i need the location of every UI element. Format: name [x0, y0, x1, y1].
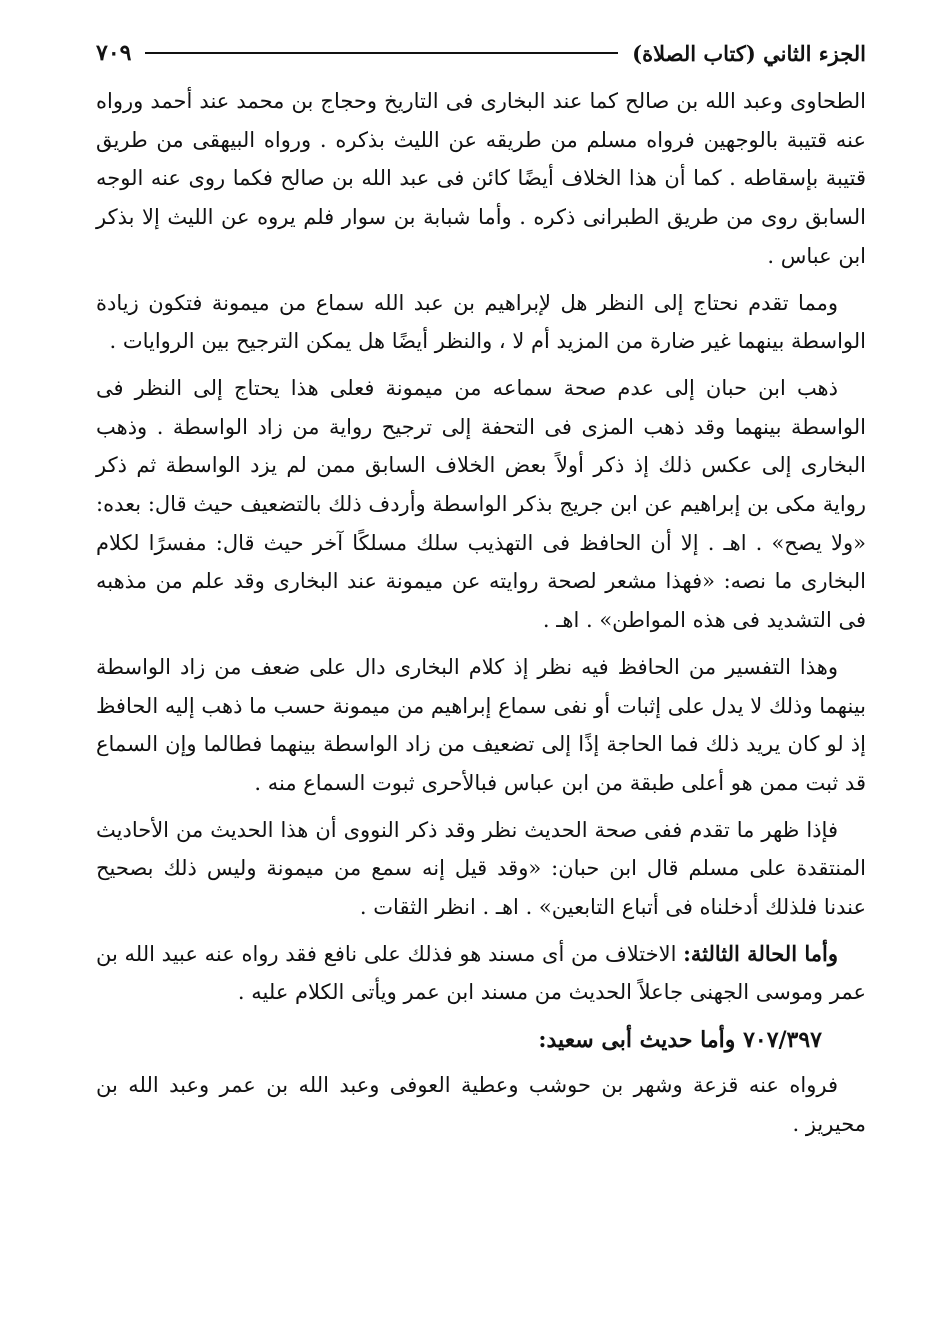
header-rule [145, 52, 618, 54]
paragraph-text: وهذا التفسير من الحافظ فيه نظر إذ كلام البخارى دال على ضعف من زاد الواسطة بينهما وذلك لا يدل على إثبات أو نفى سماع إبراهيم من ميمونة حسب ما ذهب إليه الحافظ إذ لو كان يريد ذلك فما الحاجة إذًا إلى تضعيف من زاد الواسطة بينهما فطالما وإن السماع قد ثبت ممن هو أعلى طبقة من ابن عباس فبالأحرى ثبوت السماع منه . [96, 654, 866, 795]
paragraph-2 [96, 284, 866, 361]
book-page [96, 30, 866, 1320]
paragraph-1 [96, 82, 866, 276]
page-number: ٧٠٩ [96, 40, 132, 66]
paragraph-text: فإذا ظهر ما تقدم ففى صحة الحديث نظر وقد ذكر النووى أن هذا الحديث من الأحاديث المنتقدة على مسلم قال ابن حبان: «وقد قيل إنه سمع من ميمونة وليس ذلك بصحيح عندنا فلذلك أدخلناه فى أتباع التابعين» . اهـ . انظر الثقات . [96, 817, 866, 920]
paragraph-5 [96, 811, 866, 927]
paragraph-text: ذهب ابن حبان إلى عدم صحة سماعه من ميمونة فعلى هذا يحتاج إلى النظر فى الواسطة بينهما وقد ذهب المزى فى التحفة إلى ترجيح رواية من زاد الواسطة . وذهب البخارى إلى عكس ذلك إذ ذكر أولاً بعض الخلاف السابق ممن لم يزد الواسطة ثم ذكر رواية مكى بن إبراهيم عن ابن جريج بذكر الواسطة وأردف ذلك بالتضعيف حيث قال: بعده: «ولا يصح» . اهـ . إلا أن الحافظ فى التهذيب سلك مسلكًا آخر حيث قال: مفسرًا لكلام البخارى ما نصه: «فهذا مشعر لصحة روايته عن ميمونة عند البخارى وقد علم من مذهبه فى التشديد فى هذه المواطن» . اهـ . [96, 375, 866, 633]
paragraph-3 [96, 369, 866, 640]
paragraph-text: ومما تقدم نحتاج إلى النظر هل لإبراهيم بن عبد الله سماع من ميمونة فتكون زيادة الواسطة بينهما غير ضارة من المزيد أم لا ، والنظر أيضًا هل يمكن الترجيح بين الروايات . [96, 290, 866, 354]
running-header [96, 30, 866, 76]
paragraph-text: الطحاوى وعبد الله بن صالح كما عند البخارى فى التاريخ وحجاج بن محمد عند أحمد ورواه عنه قتيبة بالوجهين فرواه مسلم من طريقه عن الليث بذكره . ورواه البيهقى من طريق قتيبة بإسقاطه . كما أن هذا الخلاف أيضًا كائن فى عبد الله بن صالح فكما روى عنه الوجه السابق روى من طريق الطبرانى ذكره . وأما شبابة بن سوار فلم يروه عن الليث إلا بذكر ابن عباس . [96, 89, 866, 268]
paragraph-4 [96, 648, 866, 803]
body-text [96, 82, 866, 1144]
paragraph-text: الاختلاف من أى مسند هو فذلك على نافع فقد رواه عنه عبيد الله بن عمر وموسى الجهنى جاعلاً الحديث من مسند ابن عمر ويأتى الكلام عليه . [96, 941, 866, 1005]
paragraph-lead: وأما الحالة الثالثة: [683, 940, 838, 966]
paragraph-6 [96, 935, 866, 1012]
header-title: الجزء الثاني (كتاب الصلاة) [632, 40, 866, 66]
section-paragraph [96, 1066, 866, 1143]
hadith-section-heading: ٧٠٧/٣٩٧ وأما حديث أبى سعيد: [538, 1027, 822, 1054]
paragraph-text: فرواه عنه قزعة وشهر بن حوشب وعطية العوفى وعبد الله بن عمر وعبد الله بن محيريز . [96, 1073, 866, 1136]
